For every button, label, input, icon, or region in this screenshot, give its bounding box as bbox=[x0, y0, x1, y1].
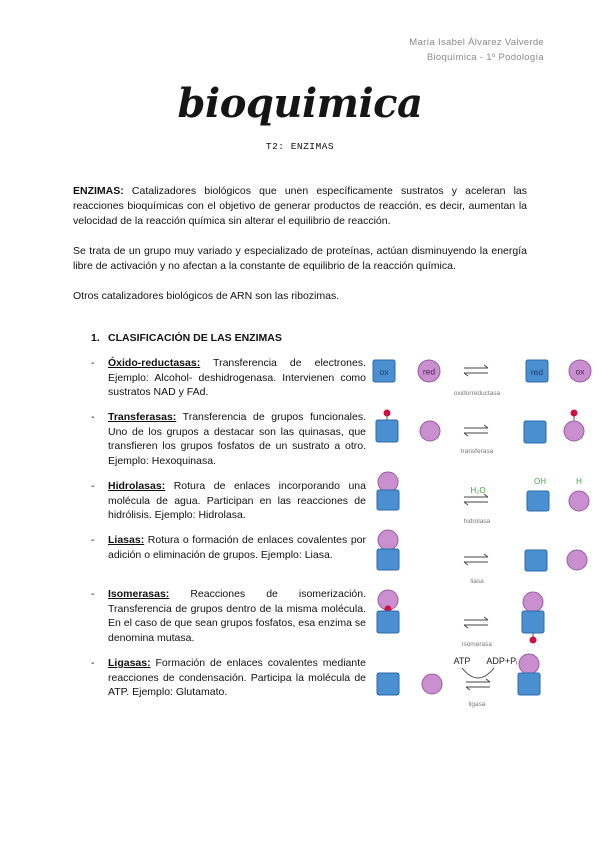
product-circle bbox=[519, 654, 539, 674]
ox-label-left: ox bbox=[379, 367, 389, 377]
intro-term: ENZIMAS: bbox=[73, 185, 124, 197]
class-text: Transferencia de electrones. Ejemplo: Alcohol- deshidrogenasa. Intervienen como sustratos NAD y FAd. bbox=[108, 357, 366, 398]
group-dot bbox=[384, 410, 391, 417]
intro-paragraph bbox=[73, 184, 527, 229]
class-term: Liasas: bbox=[108, 534, 145, 546]
class-item-hidrolasas: - Hidrolasas: Rotura de enlaces incorporando una molécula de agua. Participan en las reacciones de hidrólisis. Ejemplo: Hidrolasa. bbox=[91, 480, 366, 521]
class-item-liasas: - Liasas: Rotura o formación de enlaces covalentes por adición o eliminación de grupos. Ejemplo: Liasa. bbox=[91, 534, 366, 561]
product-circle bbox=[564, 421, 584, 441]
class-term: Transferasas: bbox=[108, 411, 177, 423]
topic-subtitle: T2: ENZIMAS bbox=[265, 141, 335, 152]
equilibrium-arrow-1 bbox=[464, 365, 488, 376]
class-text: Rotura de enlaces incorporando una molécula de agua. Participan en las reacciones de hidrólisis. Ejemplo: Hidrolasa. bbox=[108, 480, 366, 521]
class-text: Rotura o formación de enlaces covalentes por adición o eliminación de grupos. Ejemplo: Liasa. bbox=[108, 534, 366, 561]
author-name: María Isabel Álvarez Valverde bbox=[409, 37, 544, 48]
substrate-circle bbox=[378, 472, 398, 492]
label-ligasa: ligasa bbox=[468, 701, 486, 708]
section-number: 1. bbox=[91, 332, 100, 344]
class-term: Isomerasas: bbox=[108, 588, 170, 600]
label-transferasa: transferasa bbox=[460, 448, 494, 455]
product-square bbox=[518, 673, 540, 695]
label-oxidorreductasa: oxidorreductasa bbox=[453, 390, 501, 397]
substrate-circle bbox=[378, 530, 398, 550]
class-text: Reacciones de isomerización. Transferencia de grupos dentro de la misma molécula. En el caso de que sean grupos fosfatos, esa enzima se denomina mutasa. bbox=[108, 588, 366, 644]
substrate-square bbox=[377, 611, 399, 633]
class-item-ligasas: - Ligasas: Formación de enlaces covalentes mediante reacciones de condensación. Participa la molécula de ATP. Ejemplo: Glutamato. bbox=[91, 657, 366, 698]
section-title: CLASIFICACIÓN DE LAS ENZIMAS bbox=[108, 332, 282, 344]
class-item-oxidoreductasas: - Óxido-reductasas: Transferencia de electrones. Ejemplo: Alcohol- deshidrogenasa. Intervienen como sustratos NAD y FAd. bbox=[91, 357, 366, 398]
substrate-circle bbox=[422, 674, 442, 694]
ox-label-right: ox bbox=[575, 366, 585, 377]
paragraph-3: Otros catalizadores biológicos de ARN son las ribozimas. bbox=[73, 290, 340, 302]
course-name: Bioquímica - 1º Podología bbox=[426, 52, 544, 63]
label-isomerasa: isomerasa bbox=[462, 641, 492, 648]
class-term: Hidrolasas: bbox=[108, 480, 166, 492]
author-block bbox=[409, 35, 544, 65]
enzyme-classes-diagram bbox=[370, 350, 595, 720]
equilibrium-arrow-6 bbox=[466, 679, 490, 690]
water-label: H₂O bbox=[470, 486, 486, 495]
red-label-left: red bbox=[422, 366, 436, 377]
substrate-square bbox=[377, 673, 399, 695]
acceptor-circle bbox=[420, 421, 440, 441]
substrate-square bbox=[377, 490, 399, 510]
class-item-isomerasas: - Isomerasas: Reacciones de isomerización. Transferencia de grupos dentro de la misma molécula. En el caso de que sean grupos fosfatos, esa enzima se denomina mutasa. bbox=[91, 588, 366, 644]
equilibrium-arrow-5 bbox=[464, 617, 488, 628]
page-title: bioquimica bbox=[177, 80, 423, 127]
paragraph-2: Se trata de un grupo muy variado y especializado de proteínas, actúan disminuyendo la energía libre de activación y no afectan a la constante de equilibrio de la reacción química. bbox=[73, 245, 527, 272]
product-square bbox=[525, 550, 547, 571]
oh-label: OH bbox=[534, 477, 546, 486]
product-square bbox=[522, 611, 544, 633]
label-hidrolasa: hidrolasa bbox=[463, 518, 491, 525]
product-square bbox=[524, 421, 546, 443]
group-dot bbox=[571, 410, 578, 417]
class-term: Ligasas: bbox=[108, 657, 151, 669]
equilibrium-arrow-4 bbox=[464, 554, 488, 565]
class-term: Óxido-reductasas: bbox=[108, 357, 201, 369]
equilibrium-arrow-3 bbox=[464, 494, 488, 505]
class-item-transferasas: - Transferasas: Transferencia de grupos funcionales. Uno de los grupos a destacar son las quinasas, que transfieren los grupos fosfatos de un sustrato a otro. Ejemplo: Hexoquinasa. bbox=[91, 411, 366, 467]
h-label: H bbox=[576, 477, 582, 486]
class-text: Formación de enlaces covalentes mediante reacciones de condensación. Participa la molécula de ATP. Ejemplo: Glutamato. bbox=[108, 657, 366, 698]
intro-definition: Catalizadores biológicos que unen específicamente sustratos y aceleran las reacciones bioquímicas con el objetivo de generar productos de reacción, es decir, aumentan la velocidad de la reacción química sin alterar el equilibrio de reacción. bbox=[73, 185, 527, 227]
atp-arc bbox=[462, 668, 494, 678]
atp-label: ATP bbox=[453, 656, 471, 666]
red-label-right: red bbox=[530, 367, 544, 377]
product-circle bbox=[569, 491, 589, 511]
class-text: Transferencia de grupos funcionales. Uno de los grupos a destacar son las quinasas, que transfieren los grupos fosfatos de un sustrato a otro. Ejemplo: Hexoquinasa. bbox=[108, 411, 366, 467]
product-circle bbox=[567, 550, 587, 570]
section-heading bbox=[91, 332, 282, 344]
product-square bbox=[527, 491, 549, 511]
substrate-square bbox=[376, 420, 398, 442]
adp-label: ADP+Pᵢ bbox=[486, 656, 518, 666]
label-liasa: liasa bbox=[470, 578, 484, 585]
product-circle bbox=[523, 592, 543, 612]
group-dot bbox=[530, 637, 537, 644]
substrate-square bbox=[377, 549, 399, 570]
equilibrium-arrow-2 bbox=[464, 425, 488, 436]
